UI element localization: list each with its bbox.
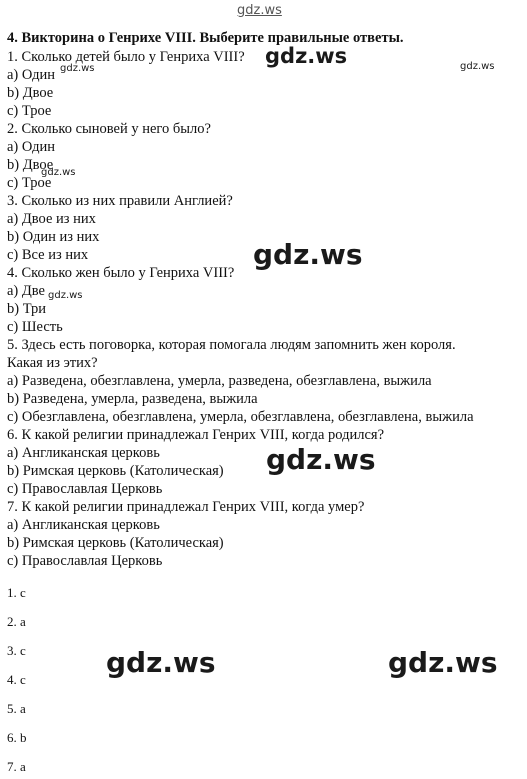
question-5: 5. Здесь есть поговорка, которая помогала людям запомнить жен короля.	[7, 337, 456, 353]
question-2: 2. Сколько сыновей у него было?	[7, 121, 211, 137]
watermark: gdz.ws	[106, 646, 216, 679]
q2-option-b: b) Двое	[7, 157, 54, 173]
answer-6: 6. b	[7, 730, 27, 745]
q6-option-c: c) Православлая Церковь	[7, 481, 163, 497]
watermark: gdz.ws	[460, 61, 495, 72]
watermark: gdz.ws	[388, 646, 498, 679]
answer-5: 5. a	[7, 701, 26, 716]
question-7: 7. К какой религии принадлежал Генрих VIII, когда умер?	[7, 499, 365, 515]
q5-option-b: b) Разведена, умерла, разведена, выжила	[7, 391, 258, 407]
q3-option-c: c) Все из них	[7, 247, 89, 263]
answer-1: 1. c	[7, 585, 26, 600]
question-4: 4. Сколько жен было у Генриха VIII?	[7, 265, 235, 281]
question-6: 6. К какой религии принадлежал Генрих VIII, когда родился?	[7, 427, 385, 443]
site-header-link[interactable]: gdz.ws	[237, 3, 282, 18]
q4-option-b: b) Три	[7, 301, 47, 317]
q5-option-a: a) Разведена, обезглавлена, умерла, разведена, обезглавлена, выжила	[7, 373, 432, 389]
answer-4: 4. c	[7, 672, 26, 687]
q3-option-b: b) Один из них	[7, 229, 100, 245]
q6-option-b: b) Римская церковь (Католическая)	[7, 463, 224, 479]
watermark: gdz.ws	[253, 238, 363, 271]
q7-option-b: b) Римская церковь (Католическая)	[7, 535, 224, 551]
q5-option-c: c) Обезглавлена, обезглавлена, умерла, обезглавлена, обезглавлена, выжила	[7, 409, 474, 425]
q2-option-a: a) Один	[7, 139, 56, 155]
question-5-line-2: Какая из этих?	[7, 355, 98, 371]
q7-option-c: c) Православлая Церковь	[7, 553, 163, 569]
watermark: gdz.ws	[266, 443, 376, 476]
q1-option-c: c) Трое	[7, 103, 52, 119]
question-3: 3. Сколько из них правили Англией?	[7, 193, 233, 209]
watermark: gdz.ws	[41, 167, 76, 178]
answer-3: 3. c	[7, 643, 26, 658]
q3-option-a: a) Двое из них	[7, 211, 96, 227]
answer-7: 7. a	[7, 759, 26, 774]
q6-option-a: a) Англиканская церковь	[7, 445, 160, 461]
q4-option-a: a) Две	[7, 283, 45, 299]
q2-option-c: c) Трое	[7, 175, 52, 191]
answer-2: 2. a	[7, 614, 26, 629]
watermark: gdz.ws	[48, 290, 83, 301]
q1-option-a: a) Один	[7, 67, 56, 83]
watermark: gdz.ws	[265, 44, 348, 68]
page-title: 4. Викторина о Генрихе VIII. Выберите правильные ответы.	[7, 30, 404, 46]
question-1: 1. Сколько детей было у Генриха VIII?	[7, 49, 245, 65]
watermark: gdz.ws	[60, 63, 95, 74]
q1-option-b: b) Двое	[7, 85, 54, 101]
q7-option-a: a) Англиканская церковь	[7, 517, 160, 533]
q4-option-c: c) Шесть	[7, 319, 63, 335]
